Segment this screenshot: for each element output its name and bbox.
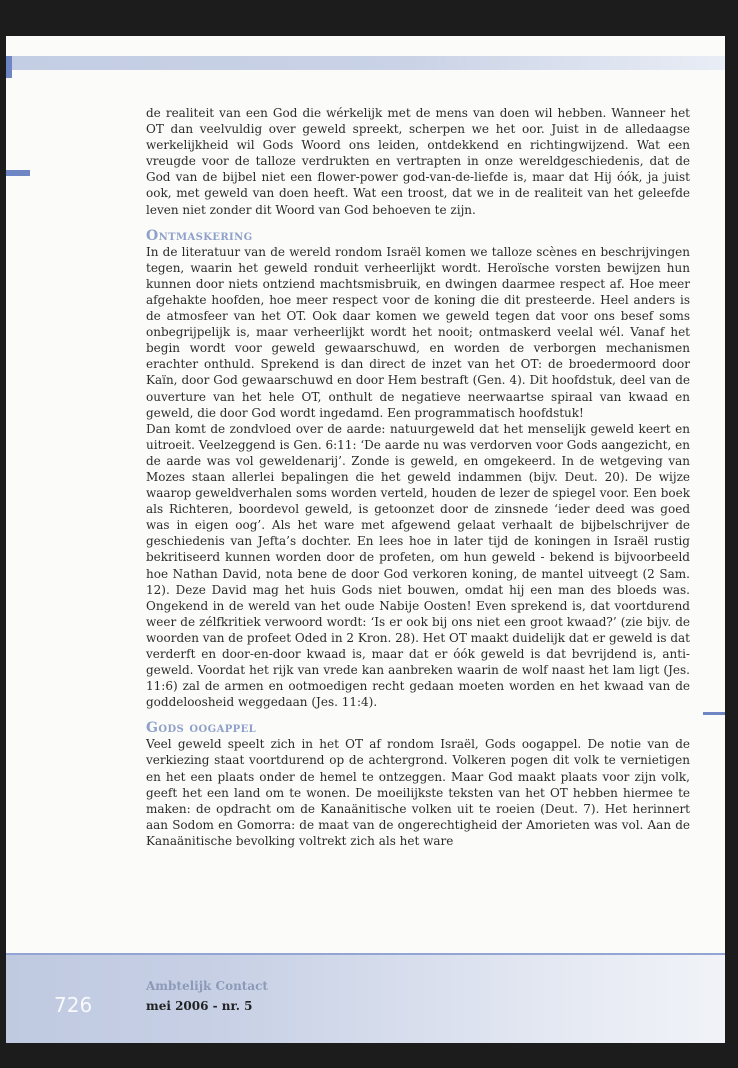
section-heading-gods-oogappel: Gods oogappel — [146, 720, 257, 737]
header-color-band — [6, 56, 725, 70]
oogappel-paragraph-1: Veel geweld speelt zich in het OT af rondom Israël, Gods oogappel. De notie van de verkiezing staat voortdurend op de achtergrond. Volkeren pogen dit volk te vernietigen en het een plaats onder de hemel te ontzeggen. Maar God maakt plaats voor zijn volk, geeft het een land om te wonen. De moeilijkste teksten van het OT hebben hiermee te maken: de opdracht om de Kanaänitische volken uit te roeien (Deut. 7). Het herinnert aan Sodom en Gomorra: de maat van de ongerechtigheid der Amorieten was vol. Aan de Kanaänitische bevolking voltrekt zich als het ware — [146, 737, 690, 848]
ontmaskering-paragraph-1: In de literatuur van de wereld rondom Israël komen we talloze scènes en beschrijvingen tegen, waarin het geweld ronduit verheerlijkt wordt. Heroïsche vorsten bewijzen hun kunnen door niets ontziend machtsmisbruik, en dwingen daarmee respect af. Hoe meer afgehakte hoofden, hoe meer respect voor de koning die dit presteerde. Heel anders is de atmosfeer van het OT. Ook daar komen we geweld tegen dat voor ons besef soms onbegrijpelijk is, maar verheerlijkt wordt het nooit; ontmaskerd veelal wél. Vanaf het begin wordt voor geweld gewaarschuwd, en worden de verborgen mechanismen erachter onthuld. Sprekend is dan direct de inzet van het OT: de broedermoord door Kaïn, door God gewaarschuwd en door Hem bestraft (Gen. 4). Dit hoofdstuk, deel van de ouverture van het hele OT, onthult de negatieve neerwaartse spiraal van kwaad en geweld, die door God wordt ingedamd. Een programmatisch hoofdstuk! — [146, 244, 690, 420]
article-body — [146, 105, 690, 849]
left-margin-marker — [6, 170, 30, 176]
header-band-edge — [6, 56, 12, 78]
page-number: 726 — [54, 993, 93, 1017]
intro-paragraph: de realiteit van een God die wérkelijk met de mens van doen wil hebben. Wanneer het OT dan veelvuldig over geweld spreekt, scherpen we het oor. Juist in de alledaagse werkelijkheid wil Gods Woord ons leiden, ontdekkend en richtingwijzend. Wat een vreugde voor de talloze verdrukten en vertrapten in onze wereldgeschiedenis, dat de God van de bijbel niet een flower-power god-van-de-liefde is, maar dat Hij óók, ja juist ook, met geweld van doen heeft. Wat een troost, dat we in de realiteit van het geleefde leven niet zonder dit Woord van God behoeven te zijn. — [146, 106, 690, 217]
footer-band — [6, 953, 725, 1043]
publication-title: Ambtelijk Contact — [146, 979, 268, 993]
issue-label: mei 2006 - nr. 5 — [146, 999, 253, 1013]
ontmaskering-paragraph-2: Dan komt de zondvloed over de aarde: natuurgeweld dat het menselijk geweld keert en uitroeit. Veelzeggend is Gen. 6:11: ‘De aarde nu was verdorven voor Gods aangezicht, en de aarde was vol geweldenarij’. Zonde is geweld, en omgekeerd. In de wetgeving van Mozes staan allerlei bepalingen die het geweld indammen (bijv. Deut. 20). De wijze waarop geweldverhalen soms worden verteld, houden de lezer de spiegel voor. Een boek als Richteren, boordevol geweld, is getoonzet door de zinsnede ‘ieder deed was goed was in eigen oog’. Als het ware met afgewend gelaat verhaalt de bijbelschrijver de geschiedenis van Jefta’s dochter. En lees hoe in later tijd de koningen in Israël rustig bekritiseerd kunnen worden door de profeten, om hun geweld - bekend is bijvoorbeeld hoe Nathan David, nota bene de door God verkoren koning, de mantel uitveegt (2 Sam. 12). Deze David mag het huis Gods niet bouwen, omdat hij een man des bloeds was. Ongekend in de wereld van het oude Nabije Oosten! Even sprekend is, dat voortdurend weer de zélfkritiek verwoord wordt: ‘Is er ook bij ons niet een groot kwaad?’ (zie bijv. de woorden van de profeet Oded in 2 Kron. 28). Het OT maakt duidelijk dat er geweld is dat verderft en door-en-door kwaad is, maar dat er óók geweld is dat bevrijdend is, anti-geweld. Voordat het rijk van vrede kan aanbreken waarin de wolf naast het lam ligt (Jes. 11:6) zal de armen en ootmoedigen recht gedaan moeten worden en het kwaad van de goddeloosheid weggedaan (Jes. 11:4). — [146, 421, 690, 710]
document-page — [6, 36, 725, 1043]
section-heading-ontmaskering: Ontmaskering — [146, 227, 253, 244]
right-margin-marker — [703, 712, 725, 715]
